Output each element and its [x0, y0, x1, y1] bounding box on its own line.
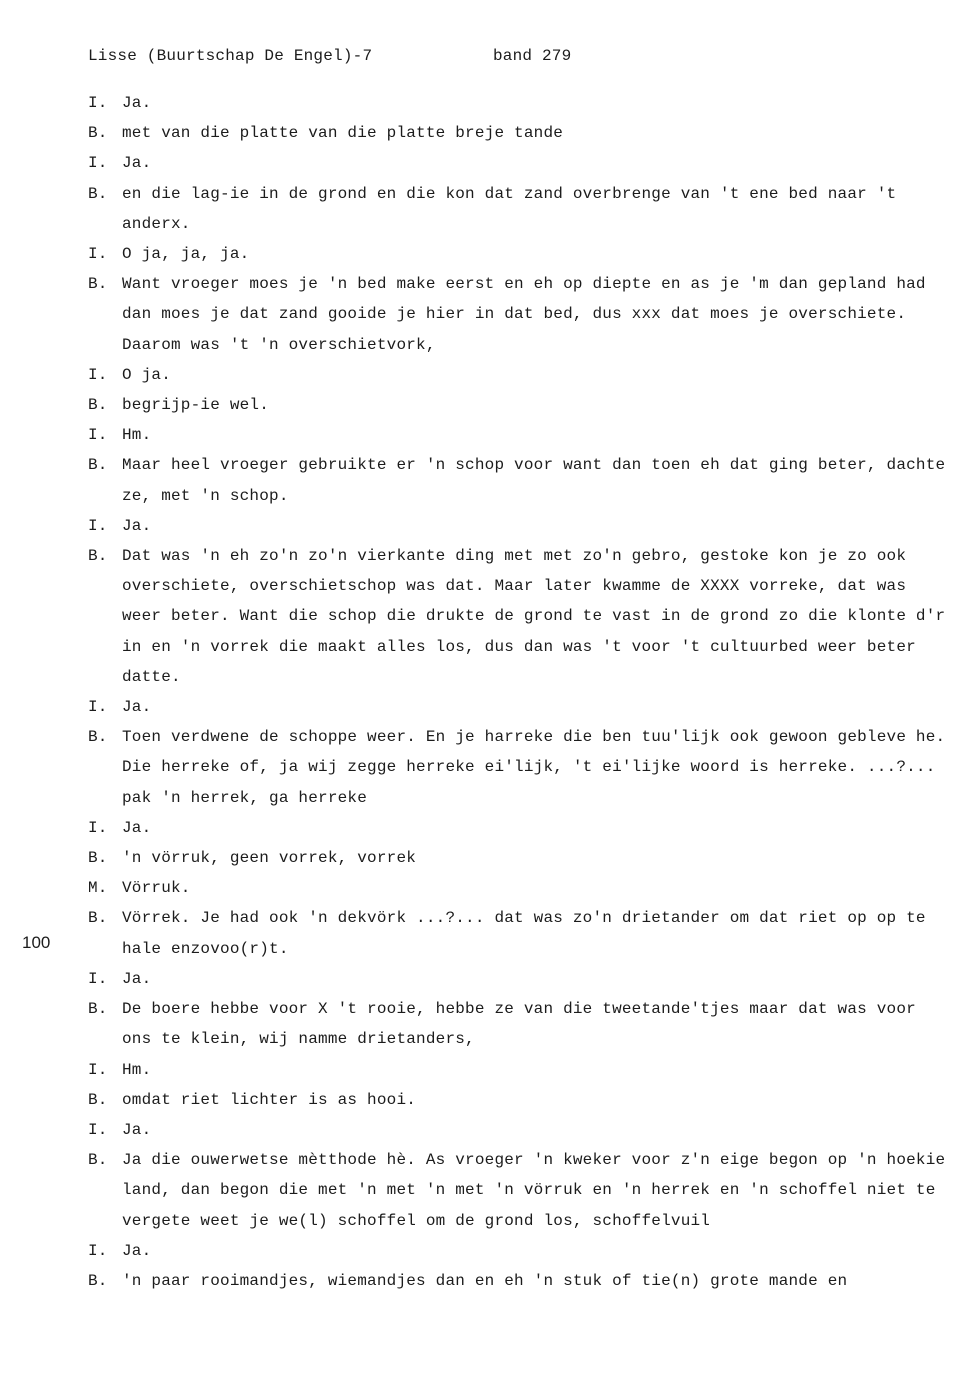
speaker: B. — [88, 184, 108, 203]
speaker: B. — [88, 456, 108, 475]
turn-3 — [88, 148, 948, 178]
speaker: B. — [88, 849, 108, 868]
turn-16 — [88, 843, 948, 873]
speaker: B. — [88, 275, 108, 294]
turn-23 — [88, 1115, 948, 1145]
utterance: O ja, ja, ja. — [122, 245, 250, 264]
utterance: met van die platte van die platte breje tande — [122, 124, 564, 143]
utterance: omdat riet lichter is as hooi. — [122, 1090, 417, 1109]
speaker: B. — [88, 547, 108, 566]
header-place: Lisse (Buurtschap De Engel)-7 — [88, 47, 373, 65]
speaker: B. — [88, 1151, 108, 1170]
turn-15 — [88, 813, 948, 843]
speaker: B. — [88, 1271, 108, 1290]
utterance: Ja. — [122, 154, 152, 173]
speaker: B. — [88, 1090, 108, 1109]
utterance: O ja. — [122, 365, 172, 384]
utterance: Vörrek. Je had ook 'n dekvörk ...?... dat was zo'n drietander om dat riet op op te hale enzovoo(r)t. — [122, 909, 926, 958]
speaker: I. — [88, 818, 108, 837]
utterance: en die lag-ie in de grond en die kon dat zand overbrenge van 't ene bed naar 't anderx. — [122, 184, 897, 233]
turn-8 — [88, 390, 948, 420]
utterance: Ja die ouwerwetse mètthode hè. As vroeger 'n kweker voor z'n eige begon op 'n hoekie land, dan begon die met 'n met 'n met 'n vörruk en 'n herrek en 'n schoffel niet te vergete weet je we(l) schoffel om de grond los, schoffelvuil — [122, 1151, 946, 1230]
transcript — [88, 88, 948, 1296]
turn-10 — [88, 450, 948, 510]
turn-14 — [88, 722, 948, 813]
utterance: Ja. — [122, 1241, 152, 1260]
turn-2 — [88, 118, 948, 148]
utterance: Ja. — [122, 818, 152, 837]
margin-line-number: 100 — [22, 933, 51, 952]
speaker: B. — [88, 396, 108, 415]
speaker: M. — [88, 879, 108, 898]
turn-26 — [88, 1266, 948, 1296]
header-band: band 279 — [493, 47, 572, 65]
utterance: Ja. — [122, 698, 152, 717]
utterance: Dat was 'n eh zo'n zo'n vierkante ding met met zo'n gebro, gestoke kon je zo ook overschiete, overschietschop was dat. Maar later kwamme de XXXX vorreke, dat was weer beter. Want die schop die drukte de grond te vast in de grond zo die klonte d'r in en 'n vorrek die maakt alles los, dus dan was 't voor 't cultuurbed weer beter datte. — [122, 547, 946, 686]
speaker: B. — [88, 909, 108, 928]
speaker: I. — [88, 94, 108, 112]
utterance: Toen verdwene de schoppe weer. En je harreke die ben tuu'lijk ook gewoon gebleve he. Die herreke of, ja wij zegge herreke ei'lijk, 't ei'lijke woord is herreke. ...?... pak 'n herrek, ga herreke — [122, 728, 946, 807]
speaker: I. — [88, 1060, 108, 1079]
speaker: I. — [88, 698, 108, 717]
utterance: Ja. — [122, 516, 152, 535]
turn-19 — [88, 964, 948, 994]
utterance: De boere hebbe voor X 't rooie, hebbe ze van die tweetande'tjes maar dat was voor ons te klein, wij namme drietanders, — [122, 1000, 916, 1049]
turn-4 — [88, 179, 948, 239]
turn-13 — [88, 692, 948, 722]
turn-25 — [88, 1236, 948, 1266]
turn-24 — [88, 1145, 948, 1236]
speaker: I. — [88, 154, 108, 173]
speaker: B. — [88, 1000, 108, 1019]
turn-11 — [88, 511, 948, 541]
turn-21 — [88, 1055, 948, 1085]
speaker: I. — [88, 969, 108, 988]
speaker: I. — [88, 1241, 108, 1260]
turn-12 — [88, 541, 948, 692]
utterance: 'n paar rooimandjes, wiemandjes dan en eh 'n stuk of tie(n) grote mande en — [122, 1271, 848, 1290]
turn-20 — [88, 994, 948, 1054]
utterance: Vörruk. — [122, 879, 191, 898]
turn-17 — [88, 873, 948, 903]
speaker: I. — [88, 245, 108, 264]
speaker: I. — [88, 1120, 108, 1139]
speaker: B. — [88, 728, 108, 747]
turn-18 — [88, 903, 948, 963]
utterance: Maar heel vroeger gebruikte er 'n schop voor want dan toen eh dat ging beter, dachte ze, met 'n schop. — [122, 456, 946, 505]
turn-7 — [88, 360, 948, 390]
turn-9 — [88, 420, 948, 450]
utterance: Hm. — [122, 426, 152, 445]
utterance: begrijp-ie wel. — [122, 396, 270, 415]
utterance: Ja. — [122, 969, 152, 988]
turn-22 — [88, 1085, 948, 1115]
speaker: I. — [88, 426, 108, 445]
utterance: 'n vörruk, geen vorrek, vorrek — [122, 849, 417, 868]
utterance: Ja. — [122, 1120, 152, 1139]
utterance: Want vroeger moes je 'n bed make eerst en eh op diepte en as je 'm dan gepland had dan moes je dat zand gooide je hier in dat bed, dus xxx dat moes je overschiete. Daarom was 't 'n overschietvork, — [122, 275, 926, 354]
turn-1 — [88, 88, 948, 118]
page-header — [88, 47, 572, 65]
turn-5 — [88, 239, 948, 269]
utterance: Hm. — [122, 1060, 152, 1079]
speaker: B. — [88, 124, 108, 143]
speaker: I. — [88, 365, 108, 384]
turn-6 — [88, 269, 948, 360]
utterance: Ja. — [122, 94, 152, 112]
speaker: I. — [88, 516, 108, 535]
